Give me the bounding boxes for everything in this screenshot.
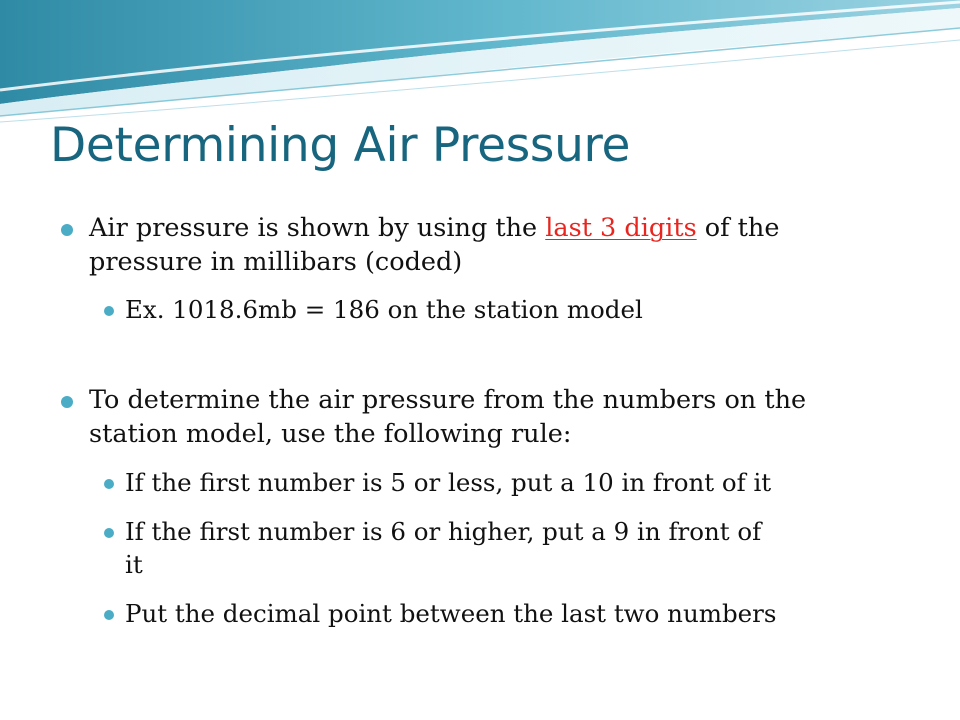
bullet-icon [61,224,73,236]
bullet-air-pressure-shown-line2: pressure in millibars (coded) [89,247,463,277]
last-3-digits-link[interactable]: last 3 digits [545,213,697,243]
bullet-determine-air-pressure: To determine the air pressure from the numbers on the [89,384,806,417]
sub-bullet-rule-6-or-higher-line2: it [125,550,143,579]
bullet-air-pressure-shown: Air pressure is shown by using the last 3 digits of the [89,212,779,245]
sub-bullet-example: Ex. 1018.6mb = 186 on the station model [125,293,643,326]
header-wave-decoration [0,0,960,130]
slide-title: Determining Air Pressure [50,118,631,173]
sub-bullet-icon [104,479,114,489]
bullet-icon [61,396,73,408]
sub-bullet-decimal-point: Put the decimal point between the last two numbers [125,597,776,630]
sub-bullet-icon [104,528,114,538]
sub-bullet-icon [104,610,114,620]
sub-bullet-rule-6-or-higher: If the first number is 6 or higher, put a 9 in front of [125,515,761,548]
sub-bullet-icon [104,306,114,316]
sub-bullet-rule-5-or-less: If the first number is 5 or less, put a 10 in front of it [125,466,771,499]
bullet-determine-air-pressure-line2: station model, use the following rule: [89,419,572,449]
